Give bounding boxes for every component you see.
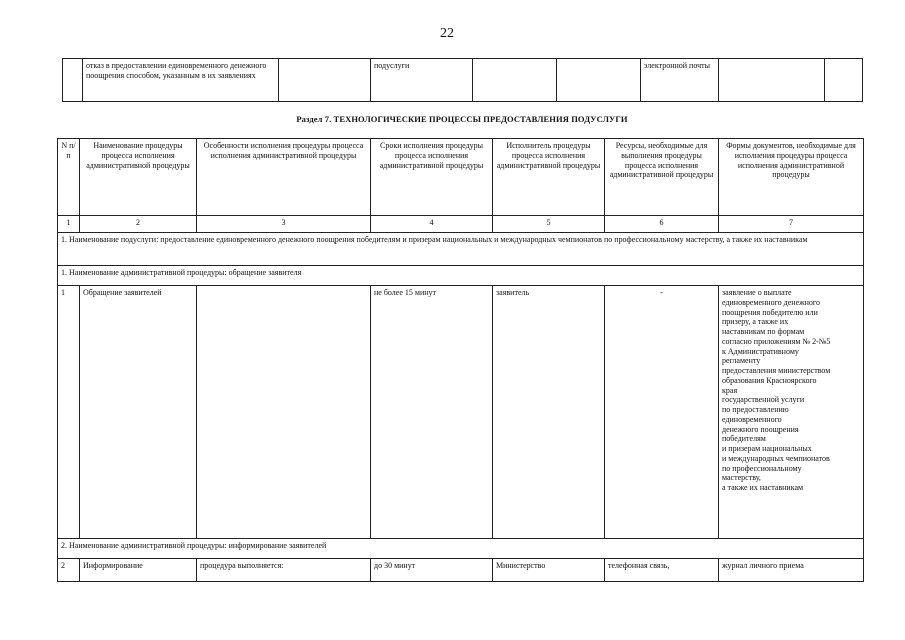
procedure-name: Информирование — [80, 559, 197, 582]
column-header: N п/п — [58, 139, 80, 216]
process-table — [57, 138, 864, 582]
procedure-title-row — [58, 266, 864, 286]
procedure-resources: телефонная связь, — [605, 559, 719, 582]
page-number: 22 — [440, 26, 454, 41]
procedure-title: 1. Наименование административной процедуры: обращение заявителя — [58, 266, 864, 286]
column-number: 3 — [197, 216, 371, 233]
procedure-term: не более 15 минут — [371, 286, 493, 539]
procedure-name: Обращение заявителей — [80, 286, 197, 539]
column-number: 1 — [58, 216, 80, 233]
table-cell — [279, 59, 371, 102]
table-cell — [63, 59, 83, 102]
procedure-executor: Министерство — [493, 559, 605, 582]
table-row — [58, 559, 864, 582]
subservice-name: 1. Наименование подуслуги: предоставление единовременного денежного поощрения победителям и призерам национальных и международных чемпионатов по профессиональному мастерству, а также их наставникам — [58, 233, 864, 266]
column-number: 6 — [605, 216, 719, 233]
column-header: Особенности исполнения процедуры процесса исполнения административной процедуры — [197, 139, 371, 216]
column-number: 5 — [493, 216, 605, 233]
carry-over-table — [62, 58, 863, 102]
table-cell — [557, 59, 641, 102]
table-cell: подуслуги — [371, 59, 473, 102]
column-number-row — [58, 216, 864, 233]
column-header: Формы документов, необходимые для исполнения процедуры процесса исполнения административной процедуры — [719, 139, 864, 216]
procedure-features: процедура выполняется: — [197, 559, 371, 582]
table-cell — [719, 59, 825, 102]
procedure-executor: заявитель — [493, 286, 605, 539]
procedure-title-row — [58, 539, 864, 559]
header-row — [58, 139, 864, 216]
column-header: Ресурсы, необходимые для выполнения процедуры процесса исполнения административной процедуры — [605, 139, 719, 216]
column-number: 2 — [80, 216, 197, 233]
column-header: Исполнитель процедуры процесса исполнения административной процедуры — [493, 139, 605, 216]
subservice-row — [58, 233, 864, 266]
column-number: 4 — [371, 216, 493, 233]
procedure-forms: журнал личного приема — [719, 559, 864, 582]
procedure-features — [197, 286, 371, 539]
row-number: 1 — [58, 286, 80, 539]
procedure-forms: заявление о выплате единовременного денежного поощрения победителю или призеру, а также их наставникам по формам согласно приложениям № 2-№5 к Административному регламенту предоставления министерством образования Красноярского края государственной услуги по предоставлению единовременного денежного поощрения победителям и призерам национальных и международных чемпионатов по профессиональному мастерству, а также их наставникам — [719, 286, 864, 539]
column-header: Наименование процедуры процесса исполнения административной процедуры — [80, 139, 197, 216]
table-cell — [473, 59, 557, 102]
table-row — [58, 286, 864, 539]
procedure-resources: - — [605, 286, 719, 539]
column-number: 7 — [719, 216, 864, 233]
column-header: Сроки исполнения процедуры процесса исполнения административной процедуры — [371, 139, 493, 216]
row-number: 2 — [58, 559, 80, 582]
table-cell — [825, 59, 863, 102]
table-cell: отказ в предоставлении единовременного денежного поощрения способом, указанным в их заявлениях — [83, 59, 279, 102]
section-title: Раздел 7. ТЕХНОЛОГИЧЕСКИЕ ПРОЦЕССЫ ПРЕДОСТАВЛЕНИЯ ПОДУСЛУГИ — [296, 114, 628, 124]
procedure-term: до 30 минут — [371, 559, 493, 582]
carry-over-row — [63, 59, 863, 102]
procedure-title: 2. Наименование административной процедуры: информирование заявителей — [58, 539, 864, 559]
table-cell: электронной почты — [641, 59, 719, 102]
